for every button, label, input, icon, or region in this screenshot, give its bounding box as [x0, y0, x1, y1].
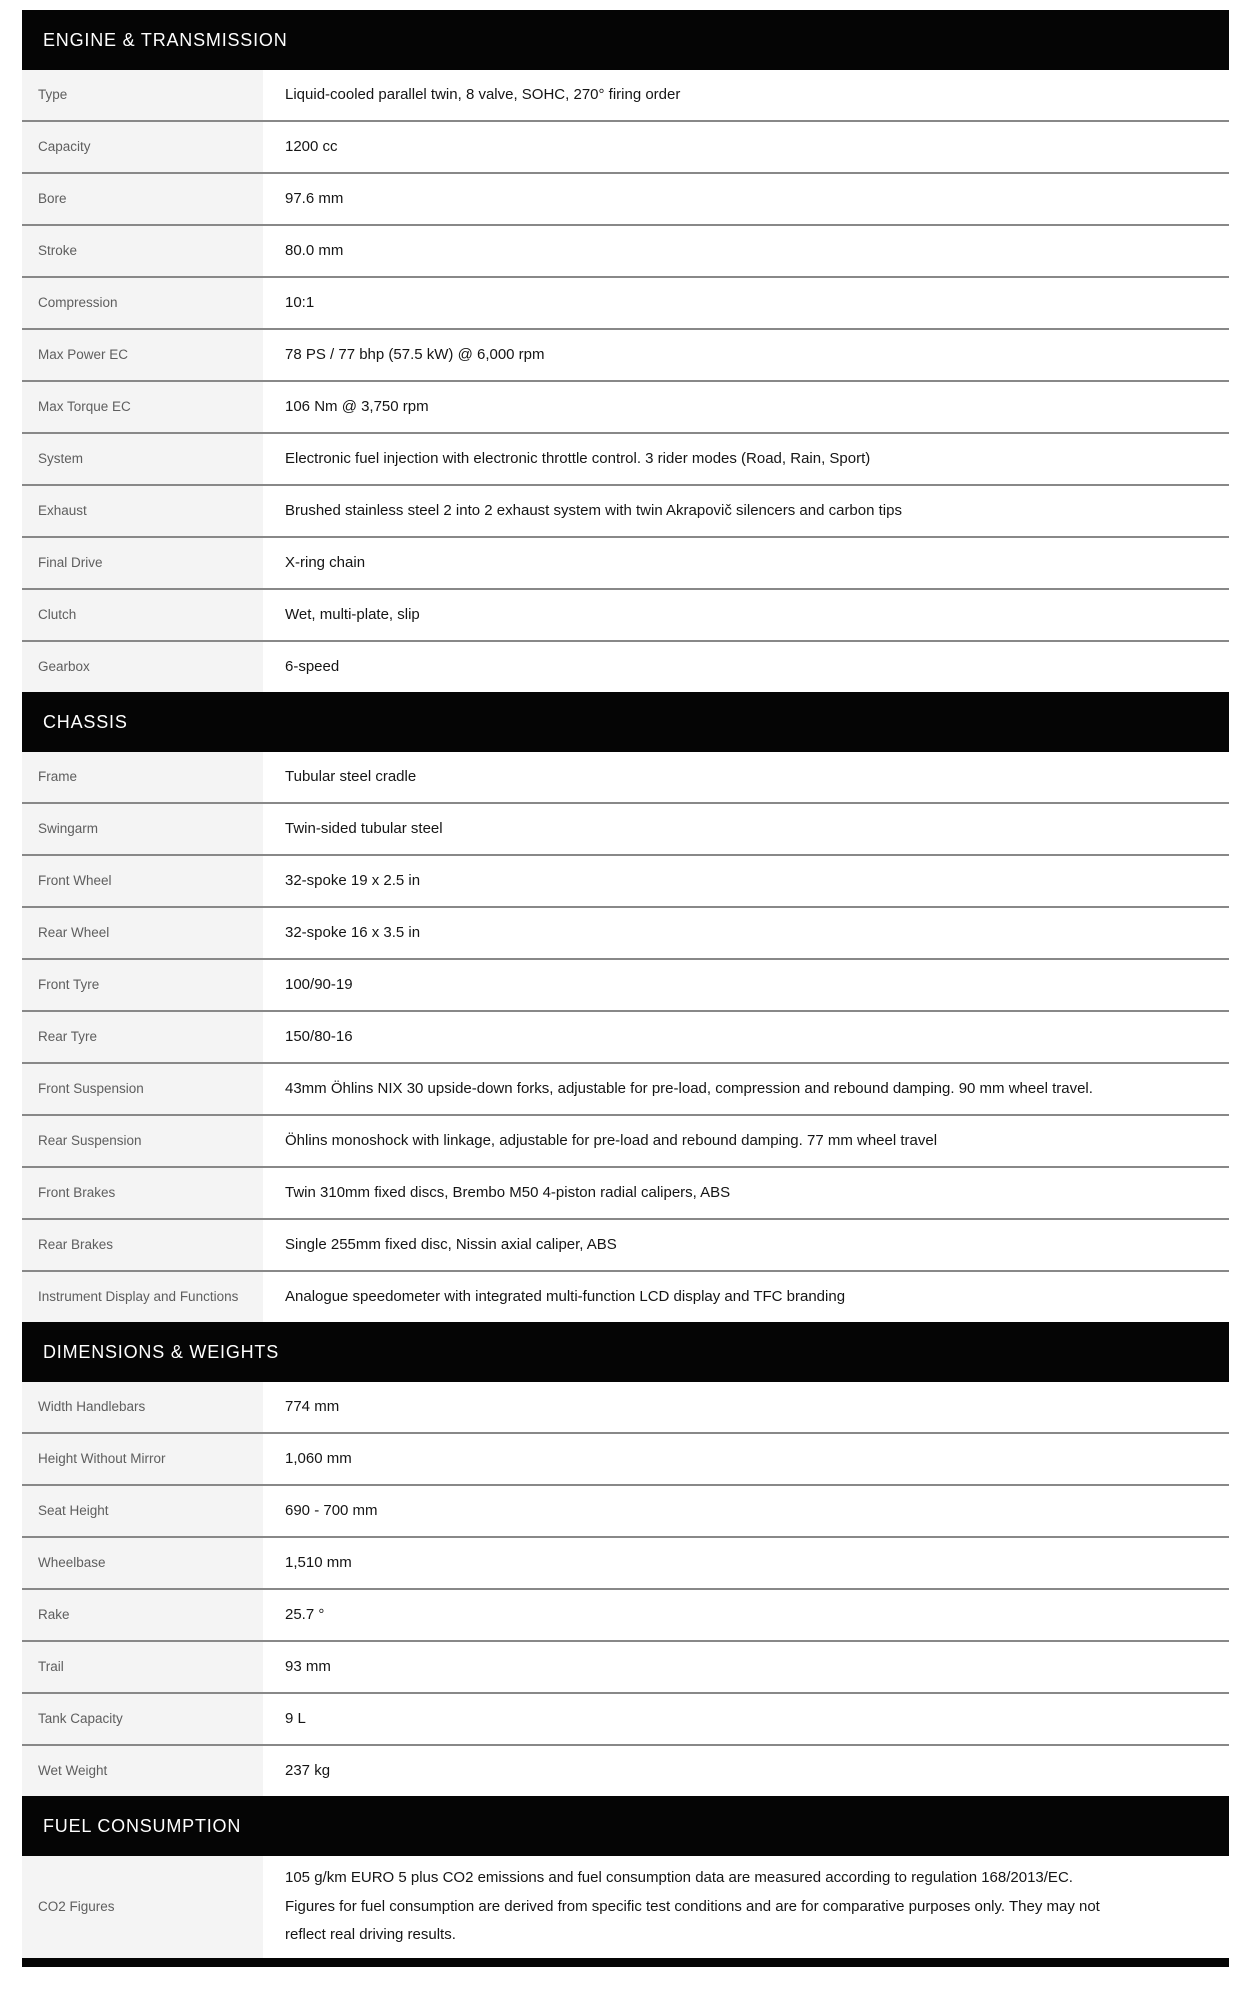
spec-value-text: 9 L [285, 1709, 306, 1727]
spec-value [263, 960, 1229, 1010]
spec-label-text: Frame [38, 768, 78, 784]
specification-table [22, 10, 1229, 1967]
spec-value [263, 122, 1229, 172]
spec-row [22, 278, 1229, 330]
spec-value [263, 226, 1229, 276]
spec-label-text: Compression [38, 294, 118, 310]
spec-label-text: Type [38, 86, 68, 102]
spec-row [22, 1382, 1229, 1434]
spec-value-text: 80.0 mm [285, 241, 344, 259]
spec-label [22, 1590, 263, 1640]
spec-value [263, 434, 1229, 484]
spec-value [263, 70, 1229, 120]
section-header: DIMENSIONS & WEIGHTS [22, 1322, 1229, 1382]
spec-label [22, 1856, 263, 1958]
spec-label [22, 538, 263, 588]
spec-value [263, 1856, 1229, 1958]
spec-row [22, 908, 1229, 960]
spec-value-text: Analogue speedometer with integrated multi-function LCD display and TFC branding [285, 1287, 846, 1305]
spec-row [22, 330, 1229, 382]
spec-value-text: 100/90-19 [285, 975, 353, 993]
spec-label [22, 1064, 263, 1114]
spec-value [263, 538, 1229, 588]
spec-label-text: Height Without Mirror [38, 1450, 166, 1466]
section-header: FUEL CONSUMPTION [22, 1796, 1229, 1856]
spec-label-text: Exhaust [38, 502, 87, 518]
spec-value [263, 1538, 1229, 1588]
spec-row [22, 122, 1229, 174]
spec-value [263, 1064, 1229, 1114]
spec-label [22, 486, 263, 536]
spec-value-text: 150/80-16 [285, 1027, 353, 1045]
spec-label [22, 590, 263, 640]
spec-label-text: Rear Brakes [38, 1236, 114, 1252]
spec-value-text: 237 kg [285, 1761, 331, 1779]
spec-value [263, 1746, 1229, 1796]
spec-label [22, 382, 263, 432]
spec-row [22, 1590, 1229, 1642]
spec-value-text: Tubular steel cradle [285, 767, 417, 785]
spec-label [22, 278, 263, 328]
spec-label [22, 1272, 263, 1322]
spec-label [22, 1694, 263, 1744]
spec-label-text: Stroke [38, 242, 78, 258]
spec-row [22, 752, 1229, 804]
spec-value-text: Single 255mm fixed disc, Nissin axial caliper, ABS [285, 1235, 617, 1253]
spec-row [22, 174, 1229, 226]
spec-value-text: Liquid-cooled parallel twin, 8 valve, SOHC, 270° firing order [285, 85, 681, 103]
spec-value [263, 804, 1229, 854]
spec-value [263, 1168, 1229, 1218]
spec-label [22, 174, 263, 224]
spec-row [22, 1746, 1229, 1796]
spec-label-text: Wet Weight [38, 1762, 108, 1778]
spec-value [263, 1012, 1229, 1062]
spec-section [22, 1796, 1229, 1958]
spec-label [22, 1168, 263, 1218]
spec-value [263, 1486, 1229, 1536]
spec-value-text: 1,060 mm [285, 1449, 352, 1467]
spec-value-text: Electronic fuel injection with electronic throttle control. 3 rider modes (Road, Rain, Sport) [285, 449, 871, 467]
spec-row [22, 1168, 1229, 1220]
spec-label-text: Instrument Display and Functions [38, 1288, 239, 1304]
spec-value-text: Wet, multi-plate, slip [285, 605, 420, 623]
spec-value [263, 752, 1229, 802]
spec-section [22, 692, 1229, 1322]
spec-label [22, 1220, 263, 1270]
truncated-next-section-header [22, 1958, 1229, 1967]
spec-label-text: Front Wheel [38, 872, 112, 888]
spec-label-text: Max Power EC [38, 346, 129, 362]
spec-value-text: 32-spoke 16 x 3.5 in [285, 923, 421, 941]
spec-label-text: Tank Capacity [38, 1710, 123, 1726]
spec-label-text: Bore [38, 190, 67, 206]
spec-value-text: 97.6 mm [285, 189, 344, 207]
spec-row [22, 1012, 1229, 1064]
spec-label-text: Swingarm [38, 820, 99, 836]
spec-value [263, 382, 1229, 432]
spec-value-text: 10:1 [285, 293, 315, 311]
spec-value-text: X-ring chain [285, 553, 366, 571]
spec-value-text: 25.7 ° [285, 1605, 325, 1623]
spec-row [22, 1642, 1229, 1694]
spec-row [22, 1272, 1229, 1322]
spec-label [22, 122, 263, 172]
spec-label-text: Rake [38, 1606, 70, 1622]
spec-row [22, 1434, 1229, 1486]
spec-value-text: 43mm Öhlins NIX 30 upside-down forks, adjustable for pre-load, compression and rebound damping. 90 mm wheel travel. [285, 1079, 1093, 1097]
spec-section [22, 10, 1229, 692]
spec-value [263, 1694, 1229, 1744]
spec-value-text: Twin 310mm fixed discs, Brembo M50 4-piston radial calipers, ABS [285, 1183, 731, 1201]
spec-label [22, 856, 263, 906]
spec-row [22, 1538, 1229, 1590]
spec-value [263, 1220, 1229, 1270]
spec-label [22, 330, 263, 380]
spec-label [22, 1116, 263, 1166]
spec-label-text: Rear Wheel [38, 924, 110, 940]
section-header: CHASSIS [22, 692, 1229, 752]
spec-label-text: Front Suspension [38, 1080, 144, 1096]
spec-value-text: 105 g/km EURO 5 plus CO2 emissions and fuel consumption data are measured according to regulation 168/2013/EC. Figures for fuel consumption are derived from specific test conditions and are for comparative purposes only. They may not reflect real driving results. [285, 1869, 1100, 1943]
spec-value [263, 1642, 1229, 1692]
spec-row [22, 1856, 1229, 1958]
spec-label-text: Capacity [38, 138, 91, 154]
spec-label-text: System [38, 450, 84, 466]
spec-value [263, 1272, 1229, 1322]
spec-label-text: Front Tyre [38, 976, 100, 992]
spec-value [263, 590, 1229, 640]
spec-section [22, 1322, 1229, 1796]
spec-value [263, 642, 1229, 692]
spec-label [22, 908, 263, 958]
spec-value-text: Twin-sided tubular steel [285, 819, 443, 837]
spec-value-text: Brushed stainless steel 2 into 2 exhaust system with twin Akrapovič silencers and carbon tips [285, 501, 902, 519]
spec-label-text: Gearbox [38, 658, 90, 674]
spec-value-text: 6-speed [285, 657, 340, 675]
spec-label [22, 1746, 263, 1796]
spec-row [22, 1116, 1229, 1168]
spec-value-text: 774 mm [285, 1397, 340, 1415]
spec-value [263, 1116, 1229, 1166]
spec-label [22, 1538, 263, 1588]
spec-label-text: Final Drive [38, 554, 103, 570]
spec-value [263, 856, 1229, 906]
spec-row [22, 382, 1229, 434]
spec-row [22, 804, 1229, 856]
spec-label-text: Seat Height [38, 1502, 109, 1518]
spec-label-text: Trail [38, 1658, 64, 1674]
spec-label [22, 434, 263, 484]
spec-row [22, 856, 1229, 908]
spec-label-text: Width Handlebars [38, 1398, 146, 1414]
spec-label-text: Rear Suspension [38, 1132, 142, 1148]
spec-value [263, 1590, 1229, 1640]
spec-label [22, 1382, 263, 1432]
spec-value-text: 1,510 mm [285, 1553, 352, 1571]
spec-label-text: Wheelbase [38, 1554, 106, 1570]
spec-label-text: Max Torque EC [38, 398, 131, 414]
spec-row [22, 70, 1229, 122]
spec-value-text: 106 Nm @ 3,750 rpm [285, 397, 429, 415]
spec-label-text: CO2 Figures [38, 1898, 115, 1914]
section-header: ENGINE & TRANSMISSION [22, 10, 1229, 70]
spec-value-text: 93 mm [285, 1657, 331, 1675]
spec-row [22, 538, 1229, 590]
spec-value-text: 1200 cc [285, 137, 338, 155]
spec-row [22, 434, 1229, 486]
spec-label [22, 1642, 263, 1692]
spec-label-text: Clutch [38, 606, 77, 622]
spec-label [22, 1012, 263, 1062]
spec-value-text: 32-spoke 19 x 2.5 in [285, 871, 421, 889]
spec-label [22, 960, 263, 1010]
spec-row [22, 1220, 1229, 1272]
spec-value [263, 174, 1229, 224]
spec-label [22, 70, 263, 120]
spec-row [22, 960, 1229, 1012]
spec-label-text: Front Brakes [38, 1184, 116, 1200]
spec-value [263, 486, 1229, 536]
spec-label [22, 226, 263, 276]
spec-row [22, 1694, 1229, 1746]
spec-label-text: Rear Tyre [38, 1028, 98, 1044]
spec-label [22, 642, 263, 692]
spec-value [263, 278, 1229, 328]
spec-label [22, 1486, 263, 1536]
spec-row [22, 226, 1229, 278]
spec-value [263, 1382, 1229, 1432]
spec-row [22, 590, 1229, 642]
spec-row [22, 486, 1229, 538]
spec-row [22, 642, 1229, 692]
spec-label [22, 752, 263, 802]
spec-value [263, 330, 1229, 380]
spec-value [263, 908, 1229, 958]
spec-value-text: 690 - 700 mm [285, 1501, 378, 1519]
spec-value-text: 78 PS / 77 bhp (57.5 kW) @ 6,000 rpm [285, 345, 545, 363]
spec-value-text: Öhlins monoshock with linkage, adjustable for pre-load and rebound damping. 77 mm wheel travel [285, 1131, 938, 1149]
spec-label [22, 804, 263, 854]
spec-label [22, 1434, 263, 1484]
spec-row [22, 1064, 1229, 1116]
spec-row [22, 1486, 1229, 1538]
spec-value [263, 1434, 1229, 1484]
